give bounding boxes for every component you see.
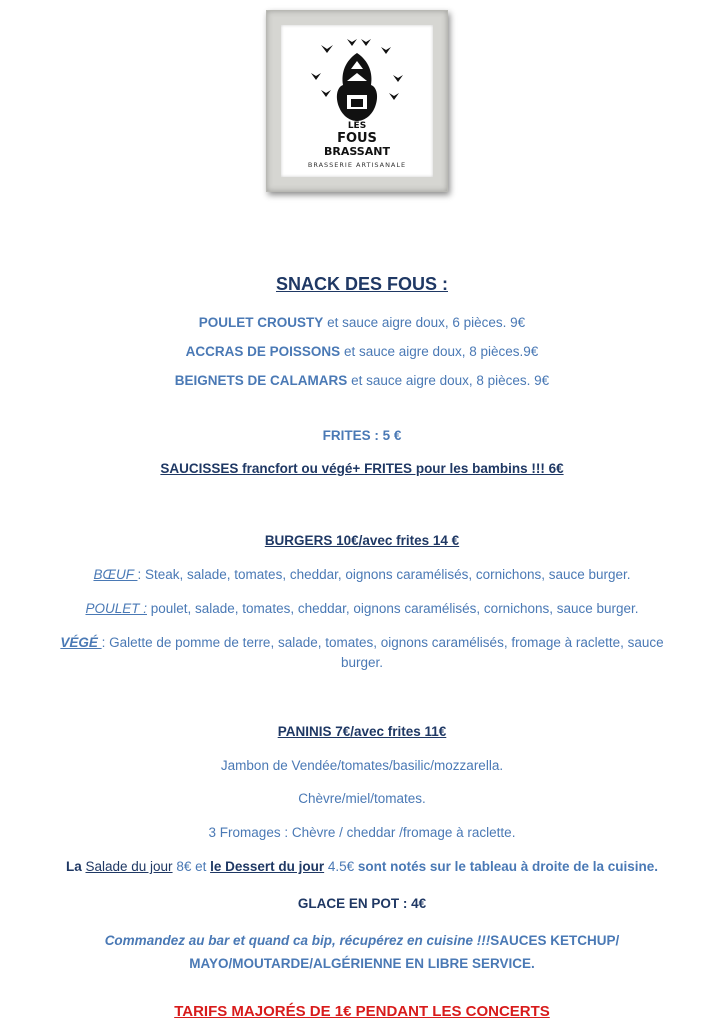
snack-item-poulet xyxy=(0,315,724,330)
notice-sauces: SAUCES KETCHUP/ xyxy=(490,933,620,948)
frites-line: FRITES : 5 € xyxy=(322,428,402,443)
snack-item-calamars xyxy=(0,373,724,388)
snack-item-desc: et sauce aigre doux, 8 pièces. 9€ xyxy=(347,373,550,388)
logo-tagline: BRASSERIE ARTISANALE xyxy=(307,161,407,169)
snack-item-desc: et sauce aigre doux, 8 pièces.9€ xyxy=(340,344,539,359)
burger-name: BŒUF xyxy=(93,567,138,582)
snack-item-name: POULET CROUSTY xyxy=(198,315,324,330)
saucisses-line: SAUCISSES francfort ou végé+ FRITES pour les bambins !!! 6€ xyxy=(160,461,564,476)
burger-desc: poulet, salade, tomates, cheddar, oignons caramélisés, cornichons, sauce burger. xyxy=(146,601,639,616)
daily-rest: sont notés sur le tableau à droite de la cuisine. xyxy=(354,859,659,874)
salade-price: 8€ et xyxy=(172,859,211,874)
panini-item: Jambon de Vendée/tomates/basilic/mozzarella. xyxy=(220,758,504,773)
paninis-title: PANINIS 7€/avec frites 11€ xyxy=(277,724,447,739)
notice-order: Commandez au bar et quand ca bip, récupérez en cuisine !!! xyxy=(104,933,491,948)
notice-line-1 xyxy=(0,933,724,948)
burger-vege xyxy=(0,635,724,650)
snack-item-name: BEIGNETS DE CALAMARS xyxy=(174,373,348,388)
brewery-logo xyxy=(281,25,433,177)
logo-frame xyxy=(266,10,448,192)
snack-item-desc: et sauce aigre doux, 6 pièces. 9€ xyxy=(323,315,526,330)
burger-name: POULET : xyxy=(85,601,147,616)
snack-item-name: ACCRAS DE POISSONS xyxy=(185,344,341,359)
burger-desc: : Galette de pomme de terre, salade, tomates, oignons caramélisés, fromage à raclette, sauce xyxy=(101,635,664,650)
panini-item: 3 Fromages : Chèvre / cheddar /fromage à raclette. xyxy=(208,825,516,840)
burger-boeuf xyxy=(0,567,724,582)
burger-vege-cont: burger. xyxy=(340,655,384,670)
logo-line-brassant: BRASSANT xyxy=(324,145,390,158)
daily-la: La xyxy=(65,859,86,874)
logo-line-fous: FOUS xyxy=(337,131,377,146)
dessert-price: 4.5€ xyxy=(324,859,355,874)
burger-name: VÉGÉ xyxy=(60,635,102,650)
burgers-title: BURGERS 10€/avec frites 14 € xyxy=(264,533,460,548)
snack-item-accras xyxy=(0,344,724,359)
logo-line-les: LES xyxy=(347,121,367,131)
salade-du-jour: Salade du jour xyxy=(85,859,173,874)
glace-line: GLACE EN POT : 4€ xyxy=(297,896,427,911)
tarifs-warning: TARIFS MAJORÉS DE 1€ PENDANT LES CONCERTS xyxy=(174,1003,550,1020)
notice-line-2: MAYO/MOUTARDE/ALGÉRIENNE EN LIBRE SERVICE. xyxy=(189,956,535,971)
panini-item: Chèvre/miel/tomates. xyxy=(298,791,426,806)
snack-title: SNACK DES FOUS : xyxy=(275,274,448,294)
daily-specials xyxy=(0,859,724,874)
burger-desc: : Steak, salade, tomates, cheddar, oignons caramélisés, cornichons, sauce burger. xyxy=(137,567,631,582)
dessert-du-jour: le Dessert du jour xyxy=(210,859,325,874)
burger-poulet xyxy=(0,601,724,616)
